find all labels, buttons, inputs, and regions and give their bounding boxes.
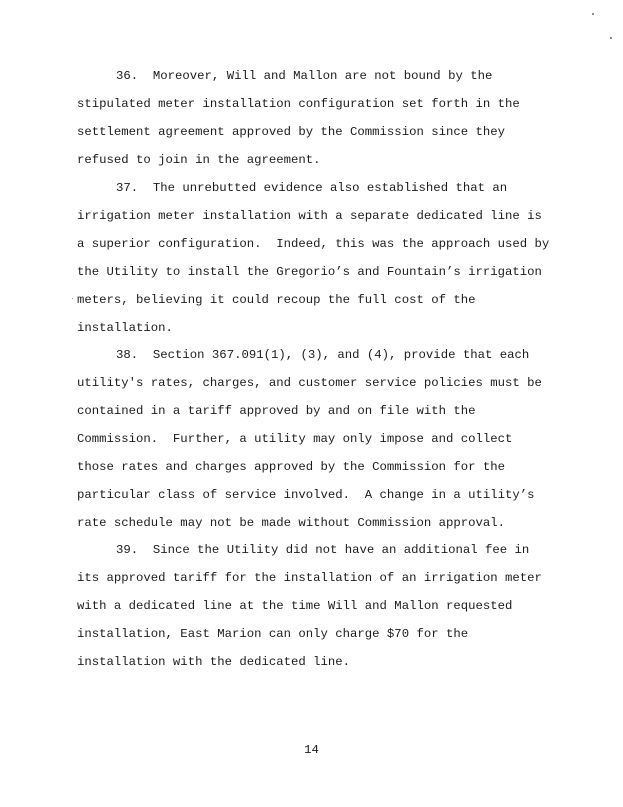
- scan-speck: [592, 13, 594, 15]
- scan-speck: [610, 37, 612, 39]
- scan-speck: [72, 298, 73, 299]
- paragraph-39-line-4: installation, East Marion can only charge $70 for the: [77, 627, 469, 641]
- paragraph-39-line-3: with a dedicated line at the time Will and Mallon requested: [77, 599, 513, 613]
- paragraph-38-line-1: 38. Section 367.091(1), (3), and (4), provide that each: [116, 348, 530, 362]
- paragraph-36-line-2: stipulated meter installation configuration set forth in the: [77, 97, 520, 111]
- paragraph-37-line-6: installation.: [77, 321, 173, 335]
- page-number: 14: [304, 743, 319, 757]
- paragraph-39-line-5: installation with the dedicated line.: [77, 655, 351, 669]
- paragraph-36-line-1: 36. Moreover, Will and Mallon are not bound by the: [116, 69, 493, 83]
- paragraph-37-line-1: 37. The unrebutted evidence also established that an: [116, 181, 508, 195]
- paragraph-38-line-5: those rates and charges approved by the Commission for the: [77, 460, 506, 474]
- paragraph-37-line-5: meters, believing it could recoup the full cost of the: [77, 293, 476, 307]
- paragraph-38-line-7: rate schedule may not be made without Commission approval.: [77, 516, 506, 530]
- paragraph-39-line-1: 39. Since the Utility did not have an additional fee in: [116, 543, 530, 557]
- paragraph-38-line-4: Commission. Further, a utility may only impose and collect: [77, 432, 513, 446]
- paragraph-37-line-3: a superior configuration. Indeed, this was the approach used by: [77, 237, 550, 251]
- paragraph-37-line-2: irrigation meter installation with a separate dedicated line is: [77, 209, 542, 223]
- paragraph-37-line-4: the Utility to install the Gregorio’s and Fountain’s irrigation: [77, 265, 542, 279]
- paragraph-36-line-3: settlement agreement approved by the Commission since they: [77, 125, 506, 139]
- paragraph-38-line-2: utility's rates, charges, and customer service policies must be: [77, 376, 542, 390]
- paragraph-39-line-2: its approved tariff for the installation of an irrigation meter: [77, 571, 542, 585]
- paragraph-36-line-4: refused to join in the agreement.: [77, 153, 321, 167]
- paragraph-38-line-3: contained in a tariff approved by and on file with the: [77, 404, 476, 418]
- paragraph-38-line-6: particular class of service involved. A change in a utility’s: [77, 488, 535, 502]
